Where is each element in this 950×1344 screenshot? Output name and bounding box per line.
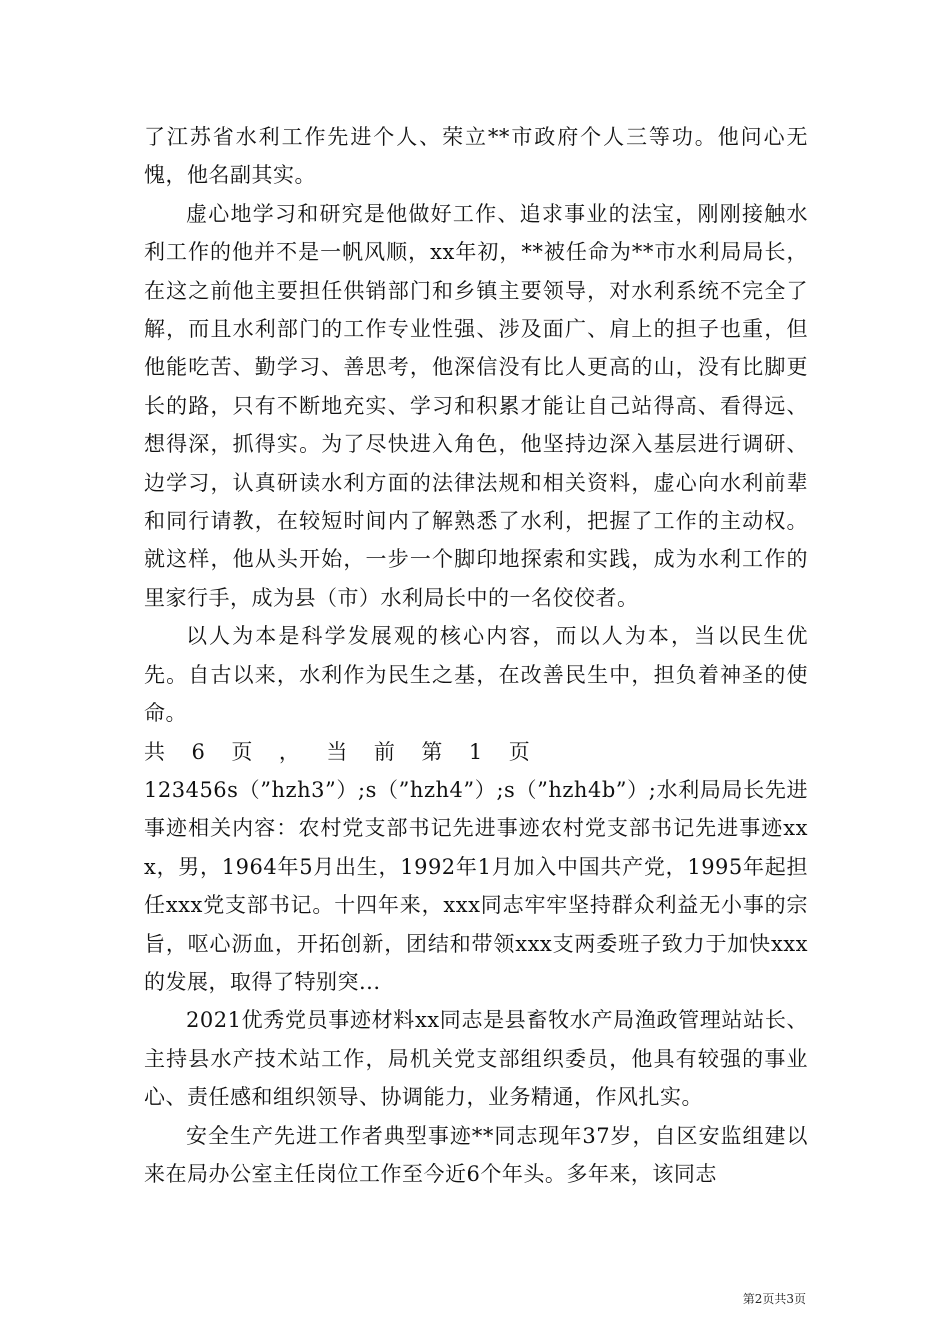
page-count-total: 6 bbox=[191, 739, 206, 764]
page-count-dang: 当 bbox=[326, 739, 348, 764]
document-body bbox=[144, 118, 808, 1193]
paragraph-safety: 安全生产先进工作者典型事迹**同志现年37岁，自区安监组建以来在局办公室主任岗位工作至今近6个年头。多年来，该同志 bbox=[144, 1123, 808, 1186]
paragraph-people-first: 以人为本是科学发展观的核心内容，而以人为本，当以民生优先。自古以来，水利作为民生之基，在改善民生中，担负着神圣的使命。 bbox=[144, 624, 808, 726]
related-content: 123456s（”hzh3”）;s（”hzh4”）;s（”hzh4b”）;水利局局长先进事迹相关内容：农村党支部书记先进事迹农村党支部书记先进事迹xxx，男，1964年5月出生，1992年1月加入中国共产党，1995年起担任xxx党支部书记。十四年来，xxx同志牢牢坚持群众利益无小事的宗旨，呕心沥血，开拓创新，团结和带领xxx支两委班子致力于加快xxx的发展，取得了特别突... bbox=[144, 777, 808, 994]
page-count-ye: 页 bbox=[231, 739, 253, 764]
page-count-gong: 共 bbox=[144, 739, 166, 764]
page-count-ye-2: 页 bbox=[508, 739, 531, 764]
paragraph-party-member: 2021优秀党员事迹材料xx同志是县畜牧水产局渔政管理站站长、主持县水产技术站工作，局机关党支部组织委员，他具有较强的事业心、责任感和组织领导、协调能力，业务精通，作风扎实。 bbox=[144, 1008, 808, 1110]
page-count-di: 第 bbox=[421, 739, 443, 764]
page-count-current: 1 bbox=[468, 739, 483, 764]
page-count-line bbox=[144, 733, 808, 771]
page-count-qian: 前 bbox=[373, 739, 396, 764]
page-count-comma: ， bbox=[278, 739, 301, 764]
paragraph-study: 虚心地学习和研究是他做好工作、追求事业的法宝，刚刚接触水利工作的他并不是一帆风顺，xx年初，**被任命为**市水利局局长，在这之前他主要担任供销部门和乡镇主要领导，对水利系统不完全了解，而且水利部门的工作专业性强、涉及面广、肩上的担子也重，但他能吃苦、勤学习、善思考，他深信没有比人更高的山，没有比脚更长的路，只有不断地充实、学习和积累才能让自己站得高、看得远、想得深，抓得实。为了尽快进入角色，他坚持边深入基层进行调研、边学习，认真研读水利方面的法律法规和相关资料，虚心向水利前辈和同行请教，在较短时间内了解熟悉了水利，把握了工作的主动权。就这样，他从头开始，一步一个脚印地探索和实践，成为水利工作的里家行手，成为县（市）水利局长中的一名佼佼者。 bbox=[144, 201, 808, 610]
paragraph-honors: 了江苏省水利工作先进个人、荣立**市政府个人三等功。他问心无愧，他名副其实。 bbox=[144, 125, 808, 188]
page-footer: 第2页共3页 bbox=[742, 1292, 806, 1306]
